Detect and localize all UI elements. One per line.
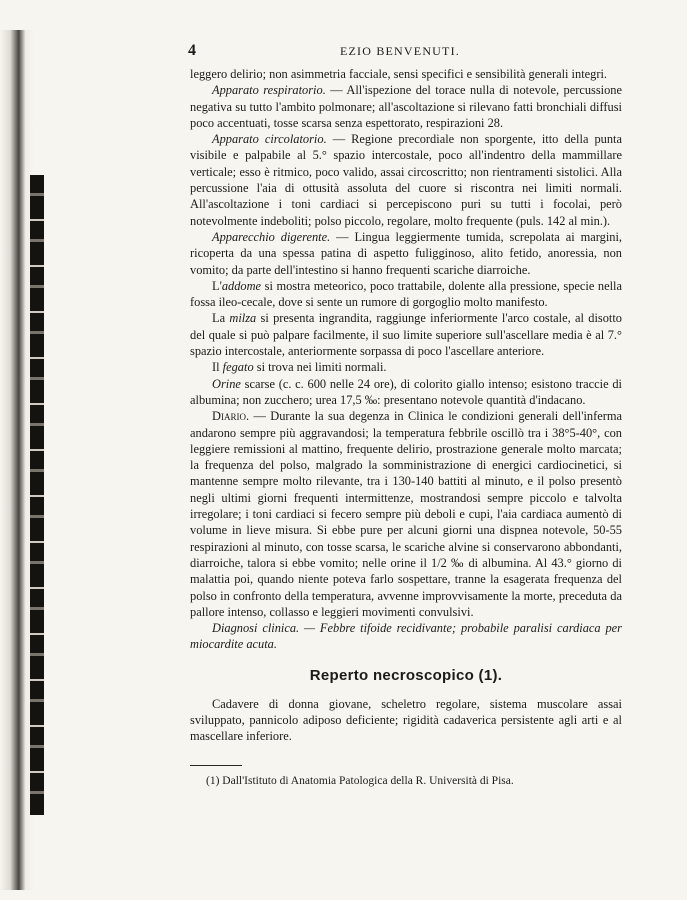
paragraph-prefix: La: [212, 311, 230, 326]
page-number: 4: [188, 42, 196, 59]
paragraph-label: milza: [229, 311, 257, 326]
page-header: [190, 42, 622, 66]
paragraph-prefix: L': [212, 278, 222, 293]
paragraph-text: — Durante la sua degenza in Clinica le condizioni generali dell'inferma andarono sempre più aggravandosi; la temperatura febbrile oscillò tra i 38°5-40°, con leggiere remissioni al mattino, frequente delirio, prostrazione generale molto marcata; la frequenza del polso, malgrado la somministrazione di energici cardiocinetici, si mantenne sempre molto rilevante, tra i 130-140 battiti al minuto, e il polso presentò negli ultimi giorni frequenti intermittenze, mostrandosi sempre piccolo e talvolta irregolare; i toni cardiaci si fecero sempre più deboli e cupi, l'aia cardiaca aumentò di volume in lieve misura. Si ebbe pure per alcuni giorni una dispnea notevole, 50-55 respirazioni al minuto, con tosse scarsa, le scariche alvine si conservarono abbondanti, diarroiche, talora si ebbe vomito; nelle orine il 1/2 ‰ di albumina. Al 43.° giorno di malattia poi, quando niente poteva farlo sospettare, tranne la esagerata frequenza del polso in confronto della temperatura, avvenne improvvisamente la morte, preceduta da pallore intenso, collasso e leggieri movimenti convulsivi.: [190, 409, 622, 619]
paragraph-diario: [190, 408, 622, 620]
paragraph-text: si mostra meteorico, poco trattabile, dolente alla pressione, specie nella fossa ileo-cecale, dove si sente un rumore di gorgoglio molto manifesto.: [190, 278, 622, 310]
paragraph-digerente: [190, 229, 622, 278]
paragraph-respiratorio: [190, 82, 622, 131]
section-heading: Reperto necroscopico (1).: [309, 666, 503, 684]
paragraph-delirio: leggero delirio; non asimmetria facciale, sensi specifici e sensibilità generali integri.: [190, 67, 607, 81]
paragraph-addome: [190, 278, 622, 311]
paragraph-milza: [190, 310, 622, 359]
paragraph-text: — All'ispezione del torace nulla di notevole, percussione negativa su tutto l'ambito polmonare; all'ascoltazione si rilevano fatti bronchiali diffusi poco accentuati, tosse scarsa senza espettorato, respirazioni 28.: [190, 83, 622, 130]
paragraph-prefix: Il: [212, 360, 223, 375]
paragraph-label: Apparecchio digerente.: [212, 229, 331, 244]
paragraph-text: — Regione precordiale non sporgente, itto della punta visibile e palpabile al 5.° spazio intercostale, poco all'indentro della mammillare verticale; esso è ritmico, poco valido, assai circoscritto; non rientramenti sistolici. Alla percussione l'aia di ottusità assoluta del cuore si riscontra nei limiti normali. All'ascoltazione i toni cardiaci si percepiscono puri su tutti i focolai, però notevolmente indeboliti; polso piccolo, regolare, molto frequente (puls. 142 al min.).: [190, 132, 622, 228]
paragraph-label: Orine: [212, 376, 241, 391]
paragraph-cadavere: Cadavere di donna giovane, scheletro regolare, sistema muscolare assai sviluppato, pannicolo adiposo deficiente; rigidità cadaverica persistente agli arti e al mascellare inferiore.: [190, 696, 622, 744]
running-head: EZIO BENVENUTI.: [340, 44, 460, 58]
paragraph-text: — Febbre tifoide recidivante; probabile paralisi cardiaca per miocardite acuta.: [190, 621, 622, 652]
paragraph-orine: [190, 376, 622, 409]
paragraph-text: si presenta ingrandita, raggiunge inferiormente l'arco costale, al disotto del quale si può palpare facilmente, il suo limite superiore sull'ascellare media è al 7.° spazio intercostale, anteriormente sorpassa di poco l'ascellare anteriore.: [190, 311, 622, 359]
paragraph-label: Apparato respiratorio.: [212, 83, 326, 98]
paragraph-fegato: [190, 359, 622, 375]
document-page: [190, 42, 622, 788]
paragraph-label: fegato: [222, 360, 254, 375]
paragraph-circolatorio: [190, 131, 622, 229]
footnote: (1) Dall'Istituto di Anatomia Patologica della R. Università di Pisa.: [206, 774, 514, 787]
paragraph-label: Diagnosi clinica.: [212, 621, 300, 636]
footnote-rule: [190, 765, 242, 766]
paragraph-diagnosi: [190, 620, 622, 653]
paragraph-label: Diario.: [212, 409, 250, 424]
binding-edge: [30, 175, 44, 815]
paragraph-text: — Lingua leggiermente tumida, screpolata ai margini, ricoperta da una spessa patina di aspetto fuligginoso, alito fetido, anoressia, non vomito; da parte dell'intestino si hanno frequenti scariche diarroiche.: [190, 229, 623, 277]
paragraph-label: addome: [221, 278, 262, 293]
paragraph-label: Apparato circolatorio.: [212, 132, 327, 147]
paragraph-text: scarse (c. c. 600 nelle 24 ore), di colorito giallo intenso; esistono traccie di albumina; non zucchero; urea 17,5 ‰: presentano notevole quantità d'indacano.: [190, 376, 622, 407]
paragraph-text: si trova nei limiti normali.: [253, 360, 387, 375]
book-spine-shadow: [0, 30, 34, 890]
